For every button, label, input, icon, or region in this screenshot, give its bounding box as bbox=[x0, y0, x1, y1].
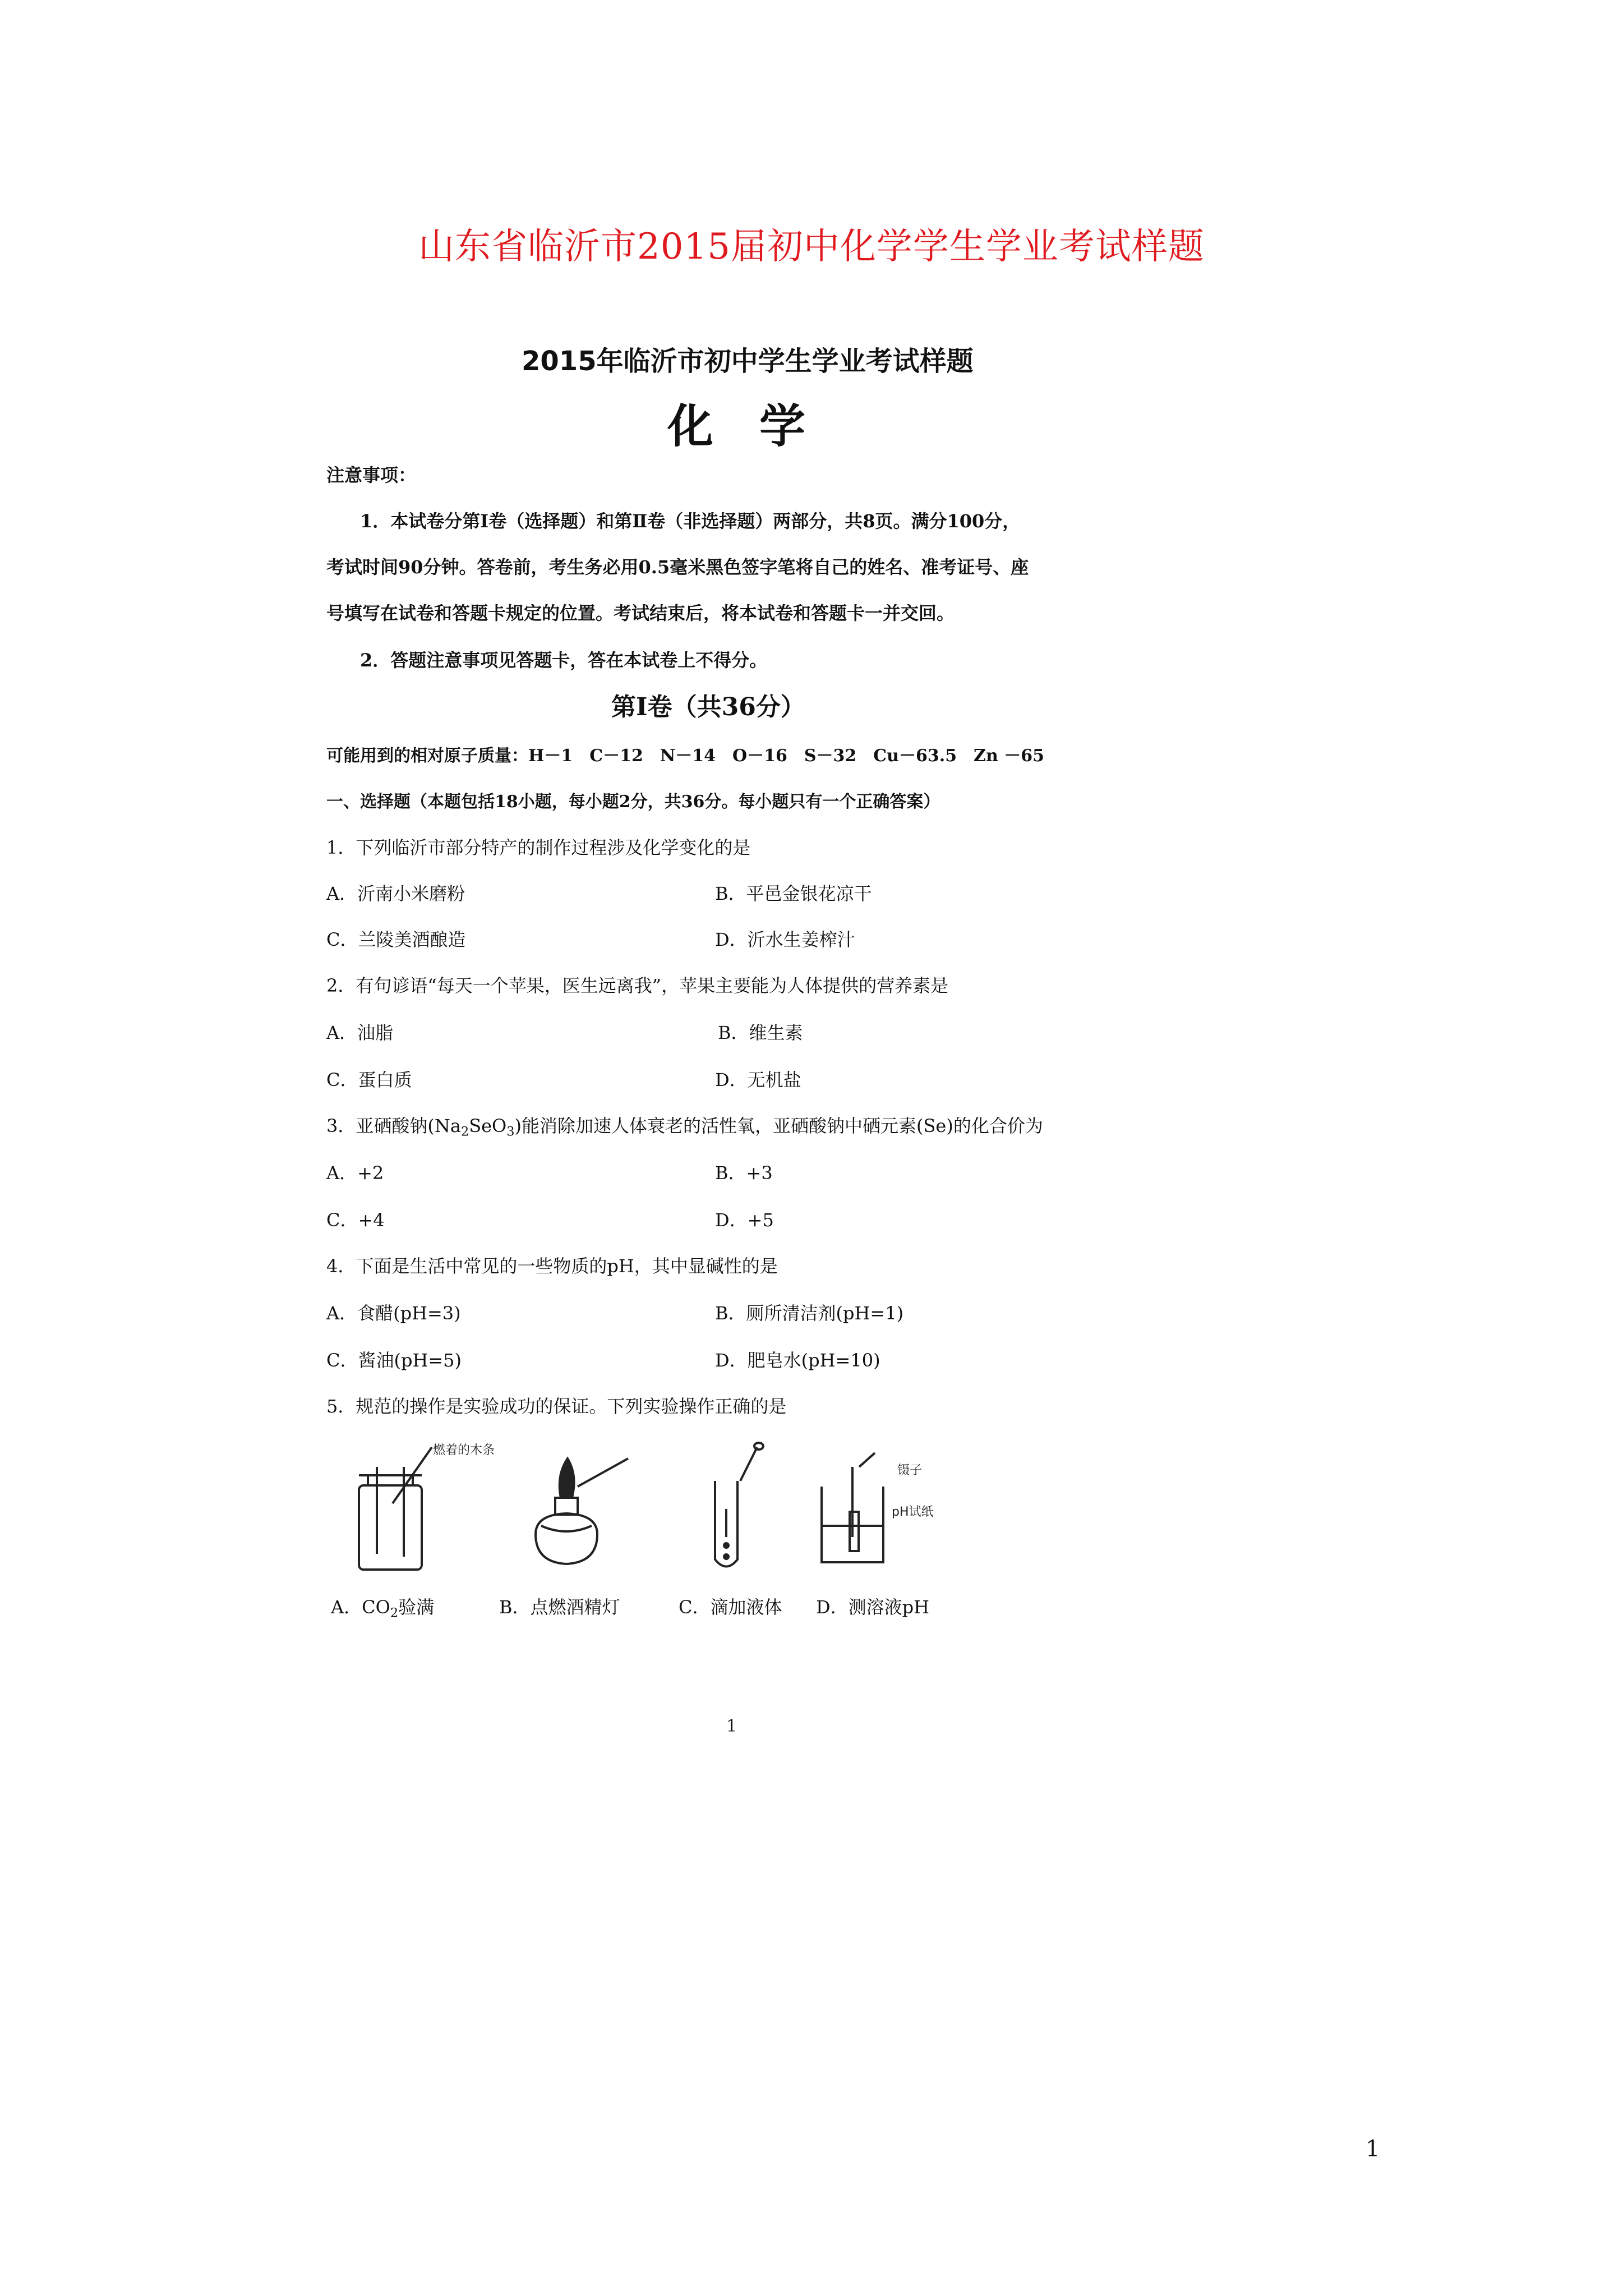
q1-stem: 1．下列临沂市部分特产的制作过程涉及化学变化的是 bbox=[326, 837, 751, 858]
q2-option-d: D．无机盐 bbox=[715, 1069, 801, 1091]
section-title: 一、选择题（本题包括18小题，每小题2分，共36分。每小题只有一个正确答案） bbox=[326, 792, 940, 812]
note-line-2: 考试时间90分钟。答卷前，考生务必用0.5毫米黑色签字笔将自己的姓名、准考证号、座 bbox=[326, 556, 1029, 578]
q1-option-a: A．沂南小米磨粉 bbox=[326, 883, 465, 904]
q3-option-d: D．+5 bbox=[715, 1209, 774, 1231]
q2-option-a: A．油脂 bbox=[326, 1022, 394, 1043]
q4-option-a: A．食醋(pH=3) bbox=[326, 1303, 461, 1324]
figure-a-gas-bottle bbox=[359, 1447, 432, 1570]
fig-a-label-burning-stick: 燃着的木条 bbox=[433, 1443, 495, 1457]
q5-label-d: D．测溶液pH bbox=[816, 1596, 930, 1618]
q5-label-b: B．点燃酒精灯 bbox=[499, 1596, 620, 1618]
figure-c-test-tube bbox=[715, 1443, 763, 1567]
document-title: 山东省临沂市2015届初中化学学生学业考试样题 bbox=[418, 226, 1205, 268]
q5-label-a: A．$CO_2$验满 bbox=[331, 1596, 435, 1621]
q3-stem: 3．亚硒酸钠$(Na_2SeO_3)$能消除加速人体衰老的活性氧，亚硒酸钠中硒元素(Se)的化合价为 bbox=[326, 1115, 1043, 1139]
q5-stem: 5．规范的操作是实验成功的保证。下列实验操作正确的是 bbox=[326, 1396, 787, 1417]
scanned-exam-page bbox=[314, 314, 1178, 1750]
q3-option-b: B．+3 bbox=[715, 1162, 773, 1184]
atomic-masses: 可能用到的相对原子质量：H－1 C－12 N－14 O－16 S－32 Cu－63.5 Zn －65 bbox=[326, 746, 1044, 766]
q2-stem: 2．有句谚语“每天一个苹果，医生远离我”，苹果主要能为人体提供的营养素是 bbox=[326, 975, 949, 996]
q3-option-a: A．+2 bbox=[326, 1162, 384, 1184]
figure-b-alcohol-lamp bbox=[536, 1458, 628, 1564]
q5-label-c: C．滴加液体 bbox=[679, 1596, 782, 1618]
note-line-1: 1．本试卷分第Ⅰ卷（选择题）和第Ⅱ卷（非选择题）两部分，共8页。满分100分， bbox=[360, 510, 1021, 532]
q2-option-c: C．蛋白质 bbox=[326, 1069, 412, 1091]
fig-d-label-tweezers: 镊子 bbox=[897, 1464, 923, 1478]
q4-option-b: B．厕所清洁剂(pH=1) bbox=[715, 1303, 904, 1324]
note-line-4: 2．答题注意事项见答题卡，答在本试卷上不得分。 bbox=[360, 650, 768, 671]
page-number: 1 bbox=[1366, 2136, 1380, 2162]
notes-title: 注意事项： bbox=[326, 464, 417, 486]
q5-figures bbox=[314, 1442, 1178, 1588]
inner-page-number: 1 bbox=[726, 1717, 737, 1736]
q4-stem: 4．下面是生活中常见的一些物质的pH，其中显碱性的是 bbox=[326, 1255, 778, 1277]
q2-option-b: B．维生素 bbox=[718, 1022, 803, 1043]
fig-d-label-ph-paper: pH试纸 bbox=[892, 1505, 934, 1519]
exam-subject: 化 学 bbox=[667, 400, 806, 453]
q1-option-b: B．平邑金银花凉干 bbox=[715, 883, 872, 904]
q4-option-c: C．酱油(pH=5) bbox=[326, 1350, 462, 1371]
q3-option-c: C．+4 bbox=[326, 1209, 385, 1231]
exam-heading: 2015年临沂市初中学生学业考试样题 bbox=[522, 346, 974, 377]
q4-option-d: D．肥皂水(pH=10) bbox=[715, 1350, 880, 1371]
q1-option-c: C．兰陵美酒酿造 bbox=[326, 929, 466, 950]
note-line-3: 号填写在试卷和答题卡规定的位置。考试结束后，将本试卷和答题卡一并交回。 bbox=[326, 602, 955, 624]
part-title: 第Ⅰ卷（共36分） bbox=[611, 693, 805, 721]
figure-d-beaker bbox=[822, 1453, 883, 1562]
q1-option-d: D．沂水生姜榨汁 bbox=[715, 929, 855, 950]
